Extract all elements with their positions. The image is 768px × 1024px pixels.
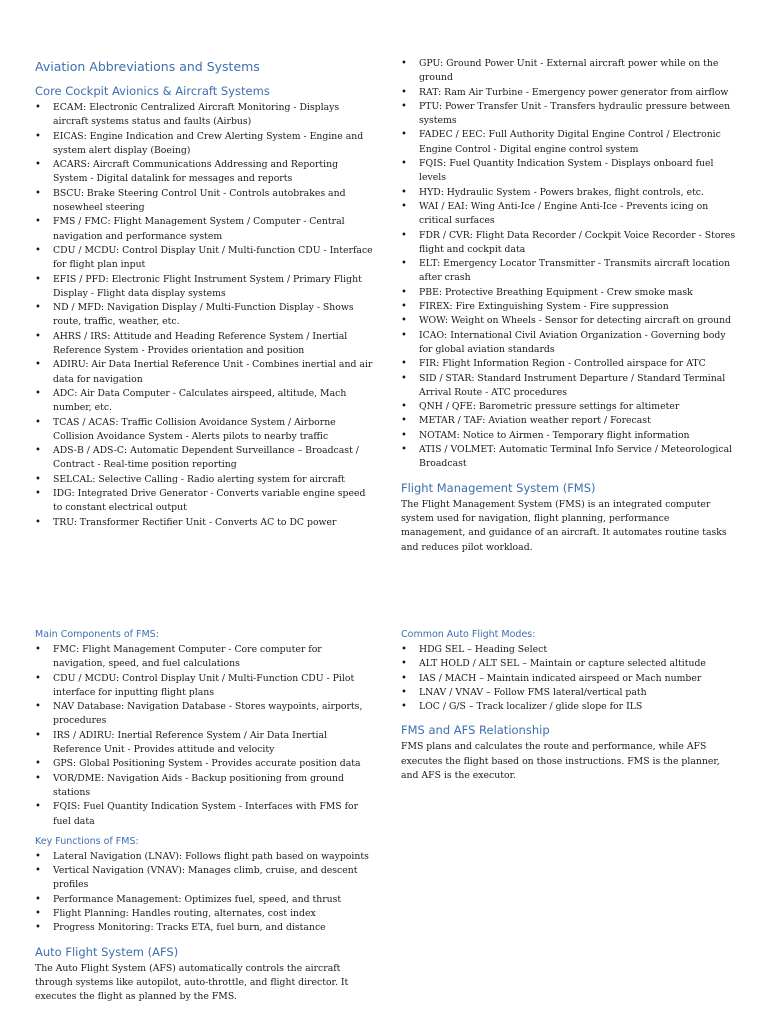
core-systems-list-left bbox=[35, 101, 375, 530]
list-item: • ECAM: Electronic Centralized Aircraft Monitoring - Displays aircraft systems status and faults (Airbus) bbox=[35, 101, 375, 130]
list-item: • ADIRU: Air Data Inertial Reference Unit - Combines inertial and air data for navigation bbox=[35, 358, 375, 387]
fms-components-list bbox=[35, 643, 375, 829]
list-item: • Lateral Navigation (LNAV): Follows flight path based on waypoints bbox=[35, 850, 375, 864]
left-bottom-column bbox=[35, 628, 375, 1005]
left-top-column bbox=[35, 58, 375, 530]
auto-flight-modes-list bbox=[401, 643, 736, 714]
list-item: • GPS: Global Positioning System - Provides accurate position data bbox=[35, 757, 375, 771]
list-item: • ELT: Emergency Locator Transmitter - Transmits aircraft location after crash bbox=[401, 257, 736, 286]
afs-heading: Auto Flight System (AFS) bbox=[35, 944, 179, 959]
fms-afs-relationship-heading: FMS and AFS Relationship bbox=[401, 723, 550, 738]
list-item: • VOR/DME: Navigation Aids - Backup positioning from ground stations bbox=[35, 772, 375, 801]
auto-flight-modes-heading: Common Auto Flight Modes: bbox=[401, 629, 536, 640]
list-item: • METAR / TAF: Aviation weather report / Forecast bbox=[401, 414, 736, 428]
list-item: • PBE: Protective Breathing Equipment - Crew smoke mask bbox=[401, 286, 736, 300]
list-item: • FMC: Flight Management Computer - Core computer for navigation, speed, and fuel calculations bbox=[35, 643, 375, 672]
list-item: • Flight Planning: Handles routing, alternates, cost index bbox=[35, 907, 375, 921]
right-bottom-column bbox=[401, 628, 736, 783]
list-item: • GPU: Ground Power Unit - External aircraft power while on the ground bbox=[401, 57, 736, 86]
list-item: • Performance Management: Optimizes fuel, speed, and thrust bbox=[35, 893, 375, 907]
list-item: • HYD: Hydraulic System - Powers brakes, flight controls, etc. bbox=[401, 186, 736, 200]
list-item: • SID / STAR: Standard Instrument Departure / Standard Terminal Arrival Route - ATC procedures bbox=[401, 372, 736, 401]
fms-heading: Flight Management System (FMS) bbox=[401, 480, 596, 495]
fms-afs-relationship-text: FMS plans and calculates the route and performance, while AFS executes the flight based on those instructions. FMS is the planner, and AFS is the executor. bbox=[401, 741, 720, 782]
list-item: • SELCAL: Selective Calling - Radio alerting system for aircraft bbox=[35, 473, 375, 487]
list-item: • ATIS / VOLMET: Automatic Terminal Info Service / Meteorological Broadcast bbox=[401, 443, 736, 472]
fms-components-heading: Main Components of FMS: bbox=[35, 629, 159, 640]
list-item: • QNH / QFE: Barometric pressure settings for altimeter bbox=[401, 400, 736, 414]
list-item: • FIR: Flight Information Region - Controlled airspace for ATC bbox=[401, 357, 736, 371]
list-item: • Vertical Navigation (VNAV): Manages climb, cruise, and descent profiles bbox=[35, 864, 375, 893]
afs-description: The Auto Flight System (AFS) automatically controls the aircraft through systems like autopilot, auto-throttle, and flight director. It executes the flight as planned by the FMS. bbox=[35, 962, 349, 1003]
list-item: • LOC / G/S – Track localizer / glide slope for ILS bbox=[401, 700, 736, 714]
list-item: • PTU: Power Transfer Unit - Transfers hydraulic pressure between systems bbox=[401, 100, 736, 129]
list-item: • FQIS: Fuel Quantity Indication System - Displays onboard fuel levels bbox=[401, 157, 736, 186]
core-systems-heading: Core Cockpit Avionics & Aircraft Systems bbox=[35, 84, 270, 98]
list-item: • FIREX: Fire Extinguishing System - Fire suppression bbox=[401, 300, 736, 314]
list-item: • IRS / ADIRU: Inertial Reference System / Air Data Inertial Reference Unit - Provides attitude and velocity bbox=[35, 729, 375, 758]
list-item: • FADEC / EEC: Full Authority Digital Engine Control / Electronic Engine Control - Digital engine control system bbox=[401, 128, 736, 157]
document-title: Aviation Abbreviations and Systems bbox=[35, 59, 260, 74]
list-item: • WOW: Weight on Wheels - Sensor for detecting aircraft on ground bbox=[401, 314, 736, 328]
list-item: • IDG: Integrated Drive Generator - Converts variable engine speed to constant electrical output bbox=[35, 487, 375, 516]
list-item: • ALT HOLD / ALT SEL – Maintain or capture selected altitude bbox=[401, 657, 736, 671]
list-item: • LNAV / VNAV – Follow FMS lateral/vertical path bbox=[401, 686, 736, 700]
list-item: • TCAS / ACAS: Traffic Collision Avoidance System / Airborne Collision Avoidance System - Alerts pilots to nearby traffic bbox=[35, 416, 375, 445]
list-item: • WAI / EAI: Wing Anti-Ice / Engine Anti-Ice - Prevents icing on critical surfaces bbox=[401, 200, 736, 229]
list-item: • NOTAM: Notice to Airmen - Temporary flight information bbox=[401, 429, 736, 443]
fms-functions-list bbox=[35, 850, 375, 936]
list-item: • BSCU: Brake Steering Control Unit - Controls autobrakes and nosewheel steering bbox=[35, 187, 375, 216]
core-systems-list-right bbox=[401, 57, 736, 472]
list-item: • FQIS: Fuel Quantity Indication System - Interfaces with FMS for fuel data bbox=[35, 800, 375, 829]
list-item: • CDU / MCDU: Control Display Unit / Multi-function CDU - Interface for flight plan input bbox=[35, 244, 375, 273]
list-item: • ICAO: International Civil Aviation Organization - Governing body for global aviation standards bbox=[401, 329, 736, 358]
list-item: • HDG SEL – Heading Select bbox=[401, 643, 736, 657]
list-item: • FDR / CVR: Flight Data Recorder / Cockpit Voice Recorder - Stores flight and cockpit data bbox=[401, 229, 736, 258]
list-item: • EFIS / PFD: Electronic Flight Instrument System / Primary Flight Display - Flight data display systems bbox=[35, 273, 375, 302]
list-item: • ACARS: Aircraft Communications Addressing and Reporting System - Digital datalink for messages and reports bbox=[35, 158, 375, 187]
list-item: • RAT: Ram Air Turbine - Emergency power generator from airflow bbox=[401, 86, 736, 100]
list-item: • FMS / FMC: Flight Management System / Computer - Central navigation and performance system bbox=[35, 215, 375, 244]
list-item: • ADS-B / ADS-C: Automatic Dependent Surveillance – Broadcast / Contract - Real-time position reporting bbox=[35, 444, 375, 473]
list-item: • CDU / MCDU: Control Display Unit / Multi-Function CDU - Pilot interface for inputting flight plans bbox=[35, 672, 375, 701]
fms-functions-heading: Key Functions of FMS: bbox=[35, 835, 139, 847]
list-item: • Progress Monitoring: Tracks ETA, fuel burn, and distance bbox=[35, 921, 375, 935]
fms-description: The Flight Management System (FMS) is an integrated computer system used for navigation, flight planning, performance management, and guidance of an aircraft. It automates routine tasks and reduces pilot workload. bbox=[401, 498, 727, 553]
list-item: • ND / MFD: Navigation Display / Multi-Function Display - Shows route, traffic, weather, etc. bbox=[35, 301, 375, 330]
list-item: • IAS / MACH – Maintain indicated airspeed or Mach number bbox=[401, 672, 736, 686]
list-item: • AHRS / IRS: Attitude and Heading Reference System / Inertial Reference System - Provides orientation and position bbox=[35, 330, 375, 359]
list-item: • TRU: Transformer Rectifier Unit - Converts AC to DC power bbox=[35, 516, 375, 530]
list-item: • ADC: Air Data Computer - Calculates airspeed, altitude, Mach number, etc. bbox=[35, 387, 375, 416]
list-item: • EICAS: Engine Indication and Crew Alerting System - Engine and system alert display (Boeing) bbox=[35, 130, 375, 159]
right-top-column bbox=[401, 57, 736, 555]
list-item: • NAV Database: Navigation Database - Stores waypoints, airports, procedures bbox=[35, 700, 375, 729]
